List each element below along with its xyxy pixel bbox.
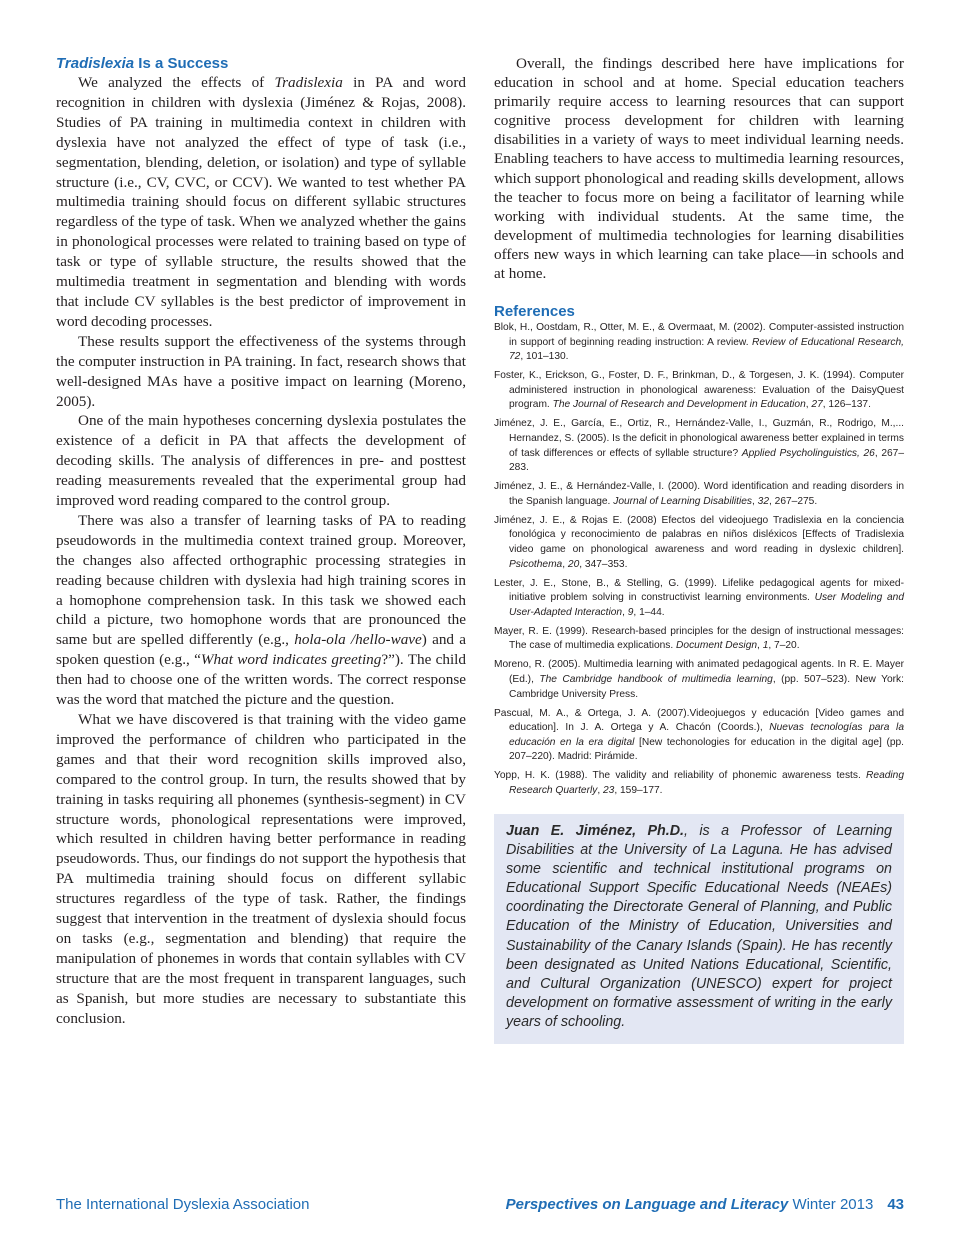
italic-run: Reading Research Quarterly [509,770,904,796]
text-run: What we have discovered is that training with the video game improved the performance of children who participated in the games and that their word recognition skills improved also, compared to the control group. In turn, the results showed that by training in tasks requiring all phonemes (synthesis-segment) in CV structure words, phonological representations were improved, which resulted in children having better performance in reading pseudowords. Thus, our findings do not support the hypothesis that PA multimedia training should focus on different syllabic structures regardless of the type of task. Rather, the findings suggest that intervention in the treatment of dyslexia should focus on tasks (e.g., segmentation and blending) that require the manipulation of phonemes in words that contain syllables with CV structure that are the most frequent in transparent languages, such as Spanish, but more studies are necessary to substantiate this conclusion. [56,711,466,1027]
text-run: Yopp, H. K. (1988). The validity and reliability of phonemic awareness tests. [494,770,867,782]
body-paragraph [56,511,466,710]
footer-right [506,1196,904,1213]
text-run: , 7–20. [768,640,800,652]
body-paragraph [56,411,466,511]
footer-issue: Winter 2013 [792,1196,874,1213]
references-list [494,321,904,798]
text-run: One of the main hypotheses concerning dyslexia postulates the existence of a deficit in PA that affects the development of decoding skills. The analysis of differences in pre- and posttest reading measurements revealed that the experimental group had improved word reading compared to the control group. [56,412,466,510]
right-column [494,54,904,803]
section-heading-rest: Is a Success [134,55,229,72]
text-run: , 267–275. [769,495,818,507]
reference-entry [494,514,904,572]
text-run: , [757,640,763,652]
italic-run: Tradislexia [274,74,343,91]
text-run: Jiménez, J. E., & Rojas E. (2008) Efectos del videojuego Tradislexia en la conciencia fonológica y reconocimiento de palabras en niños disléxicos [Effects of Tradislexia video game on phonological awareness and word reading in dyslexic children]. [494,514,904,555]
italic-run: 1 [762,640,769,652]
italic-run: User Modeling and User-Adapted Interaction [509,592,904,618]
italic-run: The Cambridge handbook of multimedia learning [539,673,773,685]
text-run: There was also a transfer of learning tasks of PA to reading pseudowords in the multimedia context trained group. Moreover, the changes also affected orthographic processing strategies in reading because children with dyslexia had high training scores in a homophone comprehension task. In this task we showed each child a picture, two homophone words that are pronounced the same but are spelled differently (e.g., [56,511,466,649]
text-run: , 347–353. [579,558,628,570]
reference-entry [494,658,904,702]
section-heading [56,54,466,73]
text-run: , [805,399,812,411]
implications-paragraph: Overall, the findings described here have implications for education in school and at home. Special education teachers primarily require access to learning resources that can support cognitive process development for children with learning disabilities in a variety of ways to meet individual learning needs. Enabling teachers to have access to multimedia learning resources, which support phonological and reading skills development, allows the teacher to focus more on being a facilitator of learning while working with individual students. At the same time, the development of multimedia technologies for learning disabilities offers new ways in which learning can take place—in schools and at home. [494,55,904,283]
italic-run: 20 [567,558,580,570]
text-run: , 267–283. [509,447,905,474]
text-run: We analyzed the effects of [78,74,275,91]
text-run: Blok, H., Oostdam, R., Otter, M. E., & Overmaat, M. (2002). Computer-assisted instruction in support of beginning reading instruction: A review. [494,322,904,348]
left-column [56,54,466,1029]
text-run: These results support the effectiveness of the systems through the computer instruction in PA training. In fact, research shows that well-designed MAs have a positive impact on learning (Moreno, 2005). [56,332,466,410]
text-run: ?”). The child then had to choose one of the written words. The correct response was the word that matched the picture and the question. [56,651,466,709]
footer-journal: Perspectives on Language and Literacy [505,1196,789,1213]
text-run: Jiménez, J. E., & Hernández-Valle, I. (2000). Word identification and reading disorders in the Spanish language. [494,481,904,507]
reference-entry [494,417,904,475]
italic-run: Psicothema [509,558,563,570]
italic-run: The Journal of Research and Development in Education [552,399,806,411]
section-heading-italic: Tradislexia [56,55,135,72]
body-paragraph [56,332,466,412]
italic-run: 32 [757,495,769,507]
reference-entry [494,625,904,654]
body-paragraph [56,710,466,1029]
text-run: , [622,606,628,618]
footer-organization: The International Dyslexia Association [56,1196,310,1213]
author-name: Juan E. Jiménez, Ph.D. [506,823,685,839]
reference-entry [494,369,904,413]
text-run: , 1–44. [633,606,665,618]
italic-run: 23 [603,784,615,796]
author-bio-box [494,814,904,1044]
text-run: Jiménez, J. E., García, E., Ortiz, R., Hernández-Valle, I., Guzmán, R., Rodrigo, M.,... Hernandez, S. (2005). Is the deficit in phonological awareness better explained in terms of task differences or effects of syllable structure? [494,418,904,459]
text-run: Moreno, R. (2005). Multimedia learning with animated pedagogical agents. In R. E. Mayer (Ed.), [494,659,904,685]
reference-entry [494,480,904,509]
text-run: , [562,558,568,570]
reference-entry [494,707,904,765]
page-footer [56,1196,904,1220]
page-number: 43 [887,1196,904,1213]
italic-run: What word indicates greeting [200,651,382,669]
references-heading: References [494,303,575,321]
body-paragraph [56,73,466,332]
text-run: in PA and word recognition in children with dyslexia (Jiménez & Rojas, 2008). Studies of PA training in multimedia context in children with dyslexia have not analyzed the effect of type of task (i.e., segmentation, blending, deletion, or isolation) and type of syllable structure (i.e., CV, CVC, or CCV). We wanted to test whether PA multimedia training should focus on different syllabic structures regardless of the type of task. When we analyzed whether the gains in phonological processes were related to training based on type of task or type of syllable structure, the results showed that the multimedia treatment in segmentation and blending with words that include CV syllables is the best predictor of improvement in word decoding processes. [56,74,466,330]
text-run: , [597,784,603,796]
text-run: , 101–130. [520,351,569,363]
italic-run: hola-ola /hello-wave [294,631,422,649]
text-run: , [751,495,758,507]
italic-run: Applied Psycholinguistics, 26 [741,447,875,459]
reference-entry [494,321,904,365]
italic-run: Journal of Learning Disabilities [613,495,752,507]
text-run: , 126–137. [822,399,871,411]
text-run: Mayer, R. E. (1999). Research-based principles for the design of instructional messages: The case of multimedia explications. [494,625,904,652]
italic-run: Nuevas tecnologías para la educación en la era digital [509,722,904,748]
text-run: , (pp. 507–523). New York: Cambridge University Press. [509,673,904,700]
reference-entry [494,577,904,621]
author-bio-text: , is a Professor of Learning Disabilities at the University of La Laguna. He has advised some scientific and technical institutional programs on Educational Support Specific Educational Needs (NEAEs) coordinating the Directorate General of Planning, and Public Education of the Ministry of Education, Universities and Sustainability of the Canary Islands (Spain). He has recently been designated as United Nations Educational, Scientific, and Cultural Organization (UNESCO) expert for project development on formative assessment of writing in the early years of schooling. [506,823,893,1030]
text-run: ) and a spoken question (e.g., “ [56,631,466,669]
italic-run: 9 [627,606,634,618]
italic-run: 27 [811,399,823,411]
text-run: , 159–177. [614,784,663,796]
italic-run: Document Design [676,640,758,652]
left-paragraphs [56,73,466,1029]
text-run: Pascual, M. A., & Ortega, J. A. (2007).Videojuegos y educación [Video games and education]. In J. A. Ortega y A. Chacón (Coords.), [494,707,904,734]
text-run: Lester, J. E., Stone, B., & Stelling, G. (1999). Lifelike pedagogical agents for mixed-initiative problem solving in constructivist learning environments. [494,577,904,604]
text-run: Foster, K., Erickson, G., Foster, D. F., Brinkman, D., & Torgesen, J. K. (1994). Computer administered instruction in phonological awareness: Evaluation of the DaisyQuest program. [494,370,904,411]
reference-entry [494,769,904,798]
text-run: [New techonologies for education in the digital age] (pp. 207–220). Madrid: Pirámide. [509,736,904,763]
italic-run: Review of Educational Research, 72 [509,336,905,363]
